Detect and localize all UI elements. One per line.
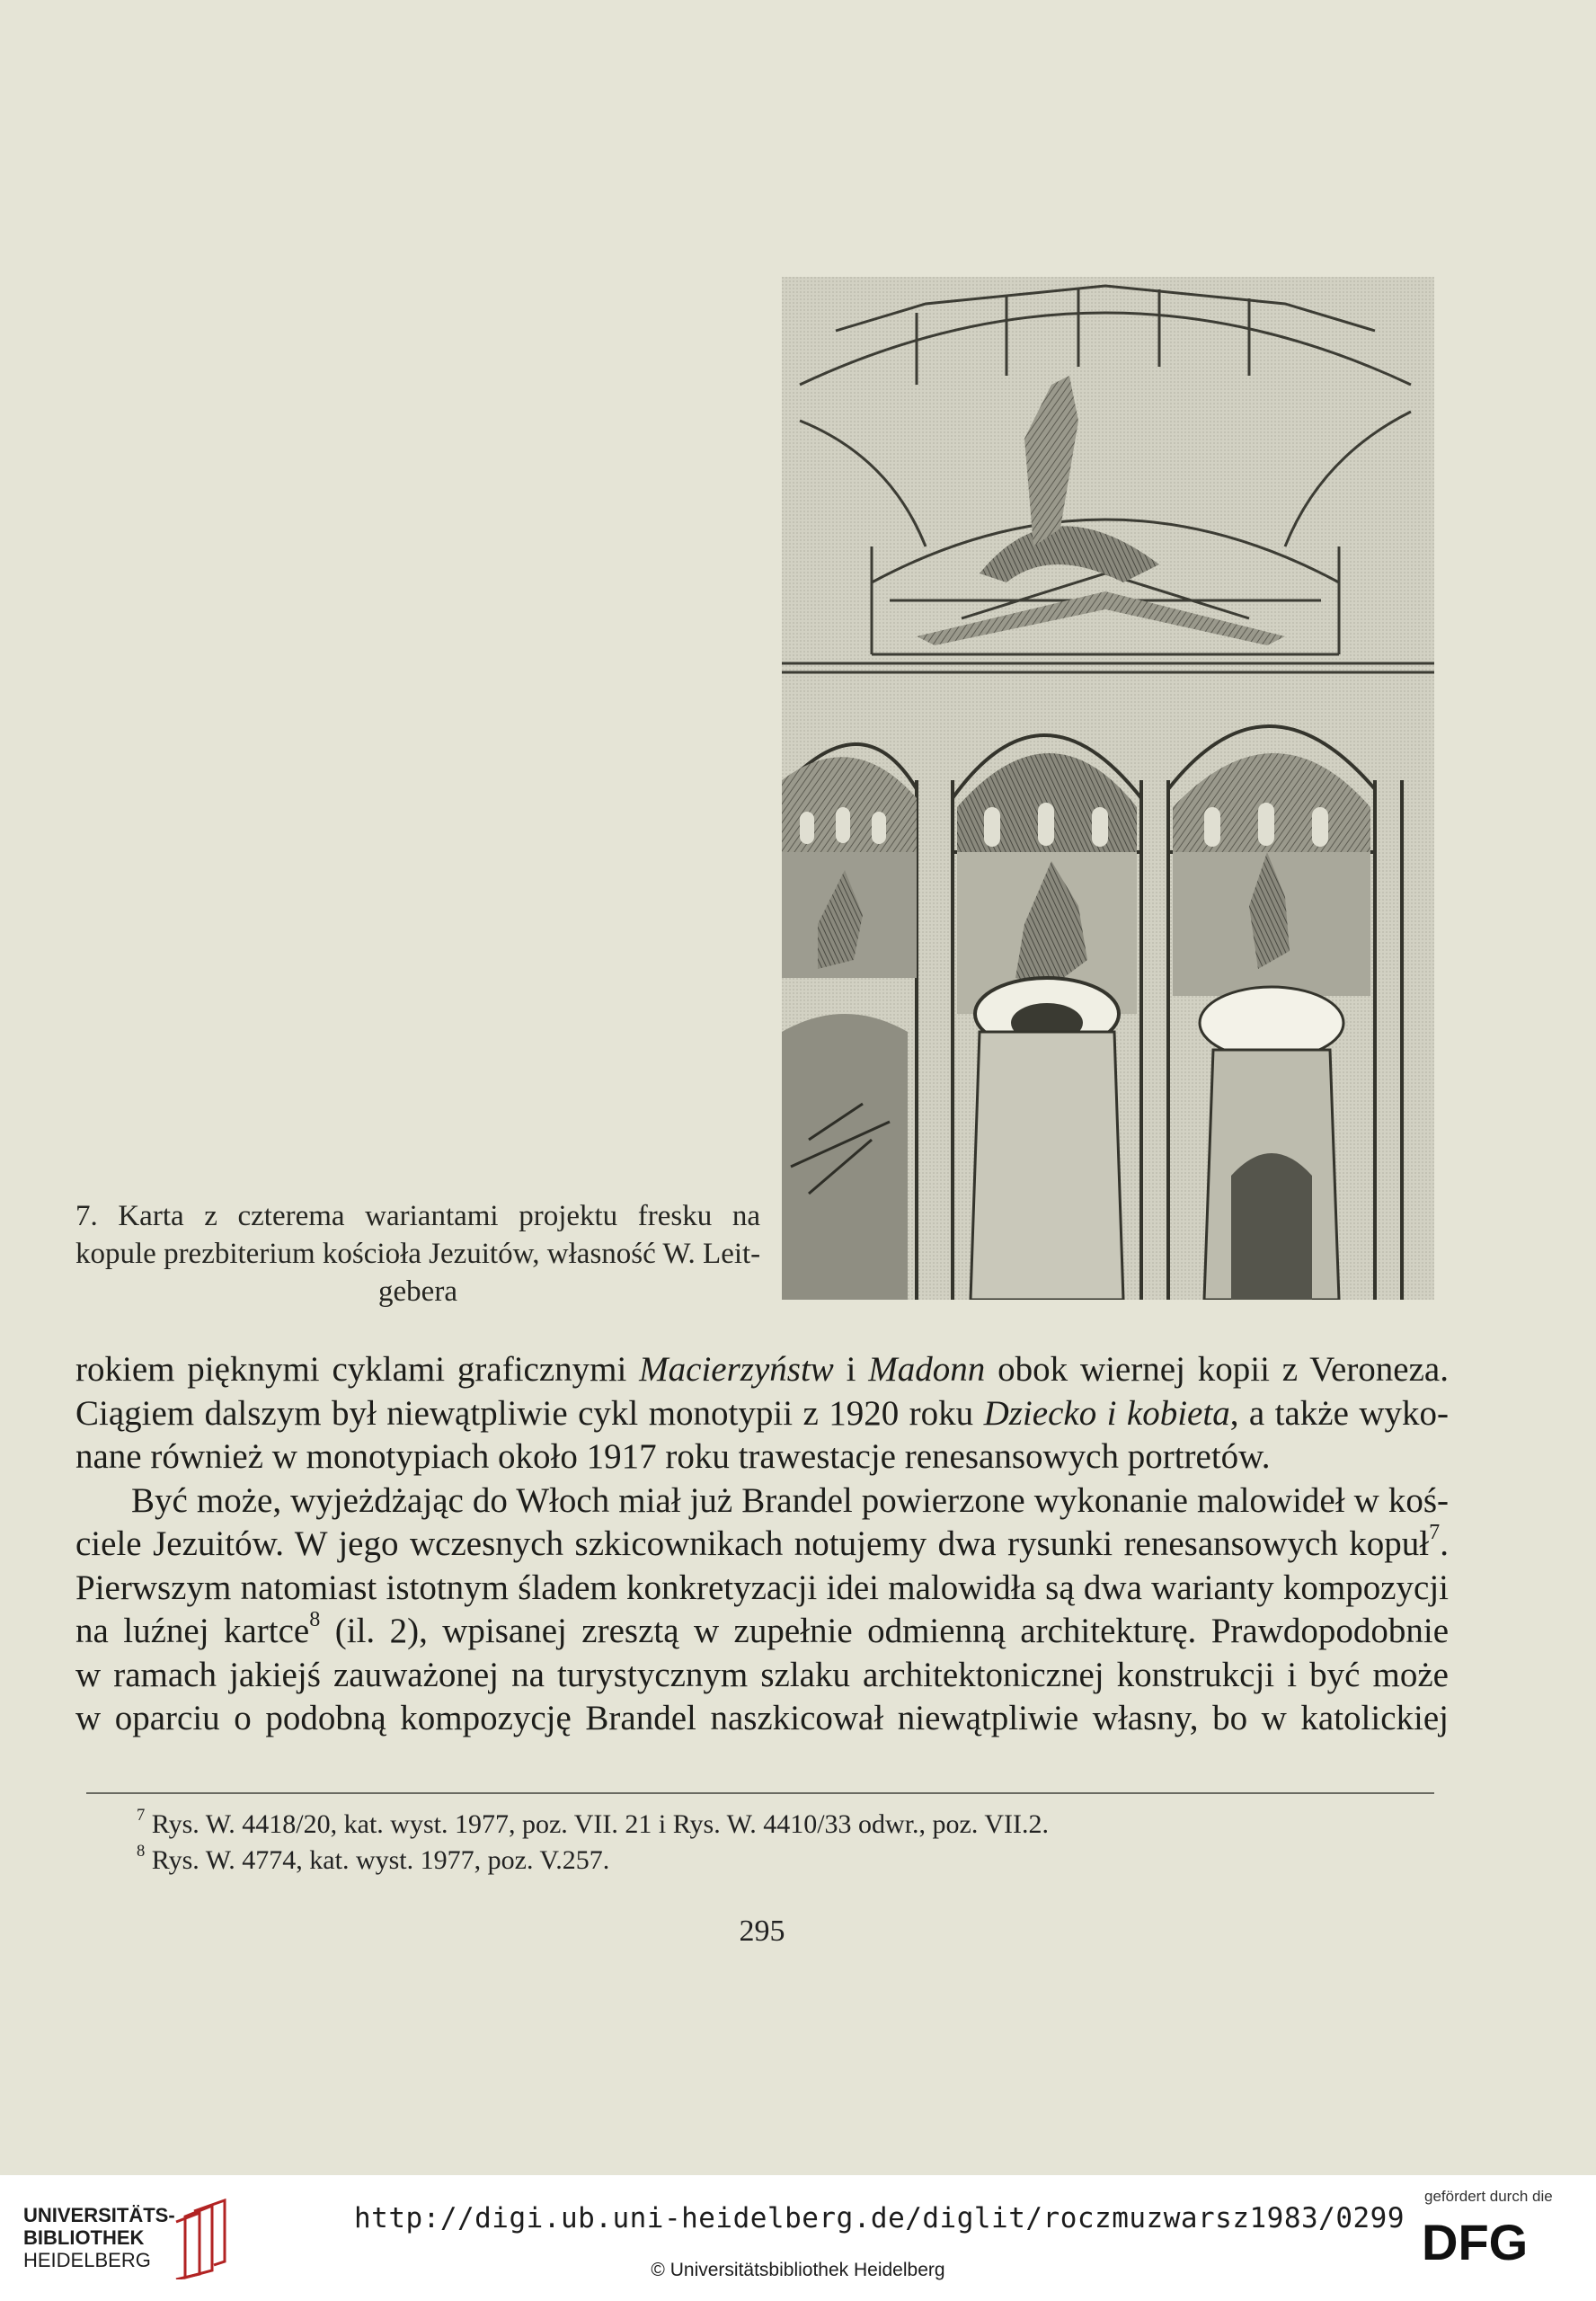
text-line: w ramach jakiejś zauważonej na turystycznym szlaku architektonicznej konstrukcji i być może (75, 1655, 1449, 1694)
footnote-divider (86, 1792, 1434, 1794)
text-line: na luźnej kartce$^8$ (il. 2), wpisanej zresztą w zupełnie odmienną architekturę. Prawdopodobnie (75, 1607, 1450, 1650)
footnote-ref: 8 (309, 1607, 321, 1632)
caption-line: gebera (378, 1275, 457, 1308)
library-name-line: HEIDELBERG (23, 2249, 151, 2271)
text-line: rokiem pięknymi cyklami graficznymi Macierzyństw i Madonn obok wiernej kopii z Veroneza. (75, 1350, 1449, 1389)
source-url-link[interactable]: http://digi.ub.uni-heidelberg.de/diglit/roczmuzwarsz1983/0299 (354, 2202, 1405, 2234)
dfg-logo-text: DFG (1422, 2214, 1529, 2267)
dfg-logo[interactable] (1420, 2213, 1555, 2267)
text-line: ciele Jezuitów. W jego wczesnych szkicownikach notujemy dwa rysunki renesansowych kopuł$^7$. (75, 1520, 1449, 1563)
text-line: nane również w monotypiach około 1917 roku trawestacje renesansowych portretów. (75, 1437, 1271, 1476)
library-name-line: BIBLIOTHEK (23, 2226, 145, 2249)
body-text (75, 1348, 1449, 1741)
copyright-notice: © Universitätsbibliothek Heidelberg (651, 2260, 945, 2280)
sketch-drawing (782, 277, 1434, 1300)
fresco-sketch-illustration (782, 277, 1434, 1300)
footnote: $^7$ Rys. W. 4418/20, kat. wyst. 1977, poz. VII. 21 i Rys. W. 4410/33 odwr., poz. VII.2. (137, 1806, 1049, 1839)
text-line: Pierwszym natomiast istotnym śladem konkretyzacji idei malowidła są dwa warianty kompozycji (75, 1568, 1449, 1607)
caption-line: kopule prezbiterium kościoła Jezuitów, własność W. Leit- (75, 1238, 761, 1270)
text-line: Ciągiem dalszym był niewątpliwie cykl monotypii z 1920 roku Dziecko i kobieta, a także wyko- (75, 1393, 1449, 1433)
footnotes (137, 1807, 1395, 1879)
figure-caption (75, 1197, 760, 1310)
digitization-banner (0, 2175, 1596, 2301)
caption-line: 7. Karta z czterema wariantami projektu fresku na (75, 1200, 760, 1232)
library-name-line: UNIVERSITÄTS- (23, 2204, 175, 2226)
text-line: w oparciu o podobną kompozycję Brandel naszkicował niewątpliwie własny, bo w katolickiej (75, 1699, 1449, 1737)
page-number: 295 (739, 1915, 785, 1948)
text-line: Być może, wyjeżdżając do Włoch miał już Brandel powierzone wykonanie malowideł w koś- (131, 1480, 1449, 1520)
footnote-ref: 7 (1429, 1520, 1441, 1545)
footnote: $^8$ Rys. W. 4774, kat. wyst. 1977, poz. V.257. (137, 1842, 610, 1875)
funding-label: gefördert durch die (1424, 2188, 1553, 2205)
